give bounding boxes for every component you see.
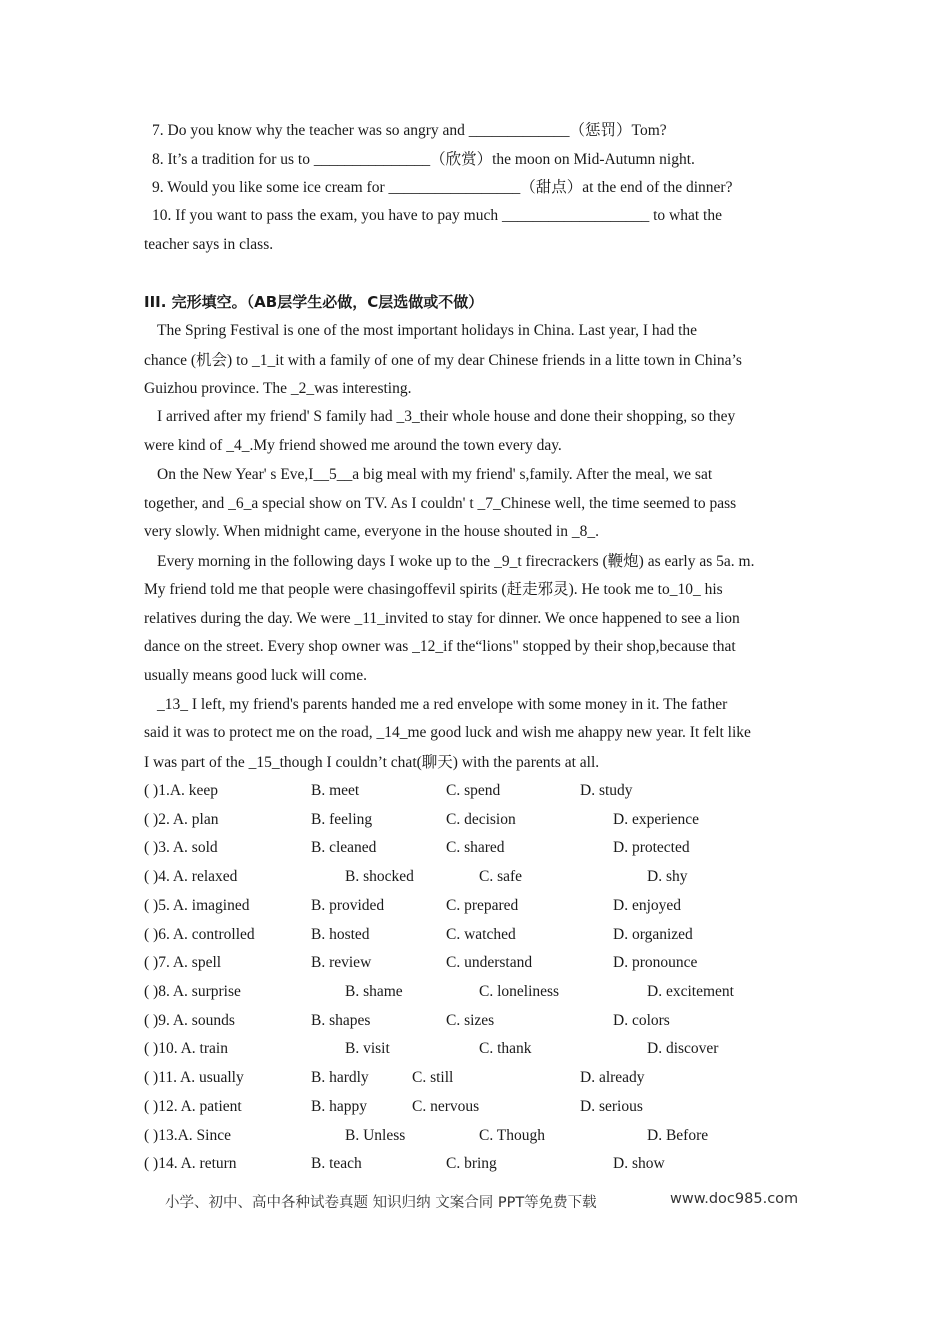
question-11-option-b: B. hardly: [311, 1069, 369, 1086]
question-10-option-d: D. discover: [647, 1040, 719, 1057]
section-title: III. 完形填空。（AB层学生必做，C层选做或不做）: [144, 293, 484, 311]
question-3-option-b: B. cleaned: [311, 839, 377, 856]
passage-line: were kind of _4_.My friend showed me around the town every day.: [144, 437, 562, 454]
question-2-option-b: B. feeling: [311, 811, 373, 828]
fill-in-line-8: 8. It’s a tradition for us to _______________（欣赏）the moon on Mid-Autumn night.: [152, 151, 695, 168]
question-2-option-a: ( )2. A. plan: [144, 811, 219, 828]
passage-line: My friend told me that people were chasingoffevil spirits (赶走邪灵). He took me to_10_ his: [144, 581, 723, 598]
question-5-option-d: D. enjoyed: [613, 897, 682, 914]
question-4-option-d: D. shy: [647, 868, 688, 885]
question-7-option-b: B. review: [311, 954, 372, 971]
question-7-option-c: C. understand: [446, 954, 533, 971]
passage-line: relatives during the day. We were _11_invited to stay for dinner. We once happened to see a lion: [144, 610, 740, 627]
question-12-option-d: D. serious: [580, 1098, 643, 1115]
passage-line: dance on the street. Every shop owner was _12_if the“lions" stopped by their shop,because that: [144, 638, 736, 655]
question-14-option-d: D. show: [613, 1155, 665, 1172]
footer-link[interactable]: www.doc985.com: [670, 1191, 799, 1207]
question-9-option-d: D. colors: [613, 1012, 670, 1029]
question-10-option-b: B. visit: [345, 1040, 390, 1057]
passage-line: On the New Year' s Eve,I__5__a big meal with my friend' s,family. After the meal, we sat: [157, 466, 713, 483]
passage-line: very slowly. When midnight came, everyone in the house shouted in _8_.: [144, 523, 600, 540]
fill-in-line-10-cont: teacher says in class.: [144, 236, 274, 253]
question-12-option-a: ( )12. A. patient: [144, 1098, 242, 1115]
question-7-option-d: D. pronounce: [613, 954, 698, 971]
passage-line: chance (机会) to _1_it with a family of one of my dear Chinese friends in a litte town in China’s: [144, 352, 742, 369]
question-12-option-c: C. nervous: [412, 1098, 480, 1115]
question-14-option-a: ( )14. A. return: [144, 1155, 237, 1172]
question-5-option-c: C. prepared: [446, 897, 519, 914]
passage-line: The Spring Festival is one of the most important holidays in China. Last year, I had the: [157, 322, 698, 339]
question-3-option-a: ( )3. A. sold: [144, 839, 218, 856]
passage-line: Guizhou province. The _2_was interesting.: [144, 380, 412, 397]
passage-line: _13_ I left, my friend's parents handed me a red envelope with some money in it. The father: [157, 696, 728, 713]
question-6-option-a: ( )6. A. controlled: [144, 926, 255, 943]
question-1-option-c: C. spend: [446, 782, 501, 799]
question-1-option-d: D. study: [580, 782, 633, 799]
question-4-option-a: ( )4. A. relaxed: [144, 868, 238, 885]
question-10-option-a: ( )10. A. train: [144, 1040, 228, 1057]
question-3-option-d: D. protected: [613, 839, 690, 856]
passage-line: usually means good luck will come.: [144, 667, 367, 684]
question-11-option-d: D. already: [580, 1069, 645, 1086]
question-12-option-b: B. happy: [311, 1098, 367, 1115]
question-8-option-c: C. loneliness: [479, 983, 560, 1000]
passage-line: I was part of the _15_though I couldn’t chat(聊天) with the parents at all.: [144, 754, 600, 771]
question-13-option-d: D. Before: [647, 1127, 709, 1144]
question-9-option-b: B. shapes: [311, 1012, 371, 1029]
question-2-option-c: C. decision: [446, 811, 516, 828]
question-8-option-b: B. shame: [345, 983, 403, 1000]
question-9-option-c: C. sizes: [446, 1012, 495, 1029]
question-8-option-d: D. excitement: [647, 983, 734, 1000]
question-9-option-a: ( )9. A. sounds: [144, 1012, 235, 1029]
question-11-option-c: C. still: [412, 1069, 454, 1086]
passage-line: Every morning in the following days I woke up to the _9_t firecrackers (鞭炮) as early as 5a. m.: [157, 553, 755, 570]
fill-in-line-7: 7. Do you know why the teacher was so angry and _____________（惩罚）Tom?: [152, 122, 667, 139]
question-11-option-a: ( )11. A. usually: [144, 1069, 244, 1086]
question-1-option-b: B. meet: [311, 782, 360, 799]
question-2-option-d: D. experience: [613, 811, 700, 828]
question-6-option-c: C. watched: [446, 926, 516, 943]
passage-line: I arrived after my friend' S family had _3_their whole house and done their shopping, so they: [157, 408, 736, 425]
question-13-option-b: B. Unless: [345, 1127, 406, 1144]
question-14-option-b: B. teach: [311, 1155, 362, 1172]
question-6-option-d: D. organized: [613, 926, 693, 943]
question-4-option-c: C. safe: [479, 868, 523, 885]
question-1-option-a: ( )1.A. keep: [144, 782, 219, 799]
question-4-option-b: B. shocked: [345, 868, 414, 885]
question-8-option-a: ( )8. A. surprise: [144, 983, 241, 1000]
fill-in-line-9: 9. Would you like some ice cream for _________________（甜点）at the end of the dinner?: [152, 179, 733, 196]
question-10-option-c: C. thank: [479, 1040, 532, 1057]
question-14-option-c: C. bring: [446, 1155, 497, 1172]
footer-text: 小学、初中、高中各种试卷真题 知识归纳 文案合同 PPT等免费下载: [165, 1195, 597, 1211]
passage-line: said it was to protect me on the road, _14_me good luck and wish me ahappy new year. It felt like: [144, 724, 751, 741]
question-3-option-c: C. shared: [446, 839, 505, 856]
question-5-option-a: ( )5. A. imagined: [144, 897, 250, 914]
question-6-option-b: B. hosted: [311, 926, 370, 943]
question-5-option-b: B. provided: [311, 897, 385, 914]
fill-in-line-10: 10. If you want to pass the exam, you have to pay much ___________________ to what the: [152, 207, 722, 224]
question-7-option-a: ( )7. A. spell: [144, 954, 222, 971]
question-13-option-c: C. Though: [479, 1127, 546, 1144]
question-13-option-a: ( )13.A. Since: [144, 1127, 231, 1144]
passage-line: together, and _6_a special show on TV. As I couldn' t _7_Chinese well, the time seemed to pass: [144, 495, 737, 512]
